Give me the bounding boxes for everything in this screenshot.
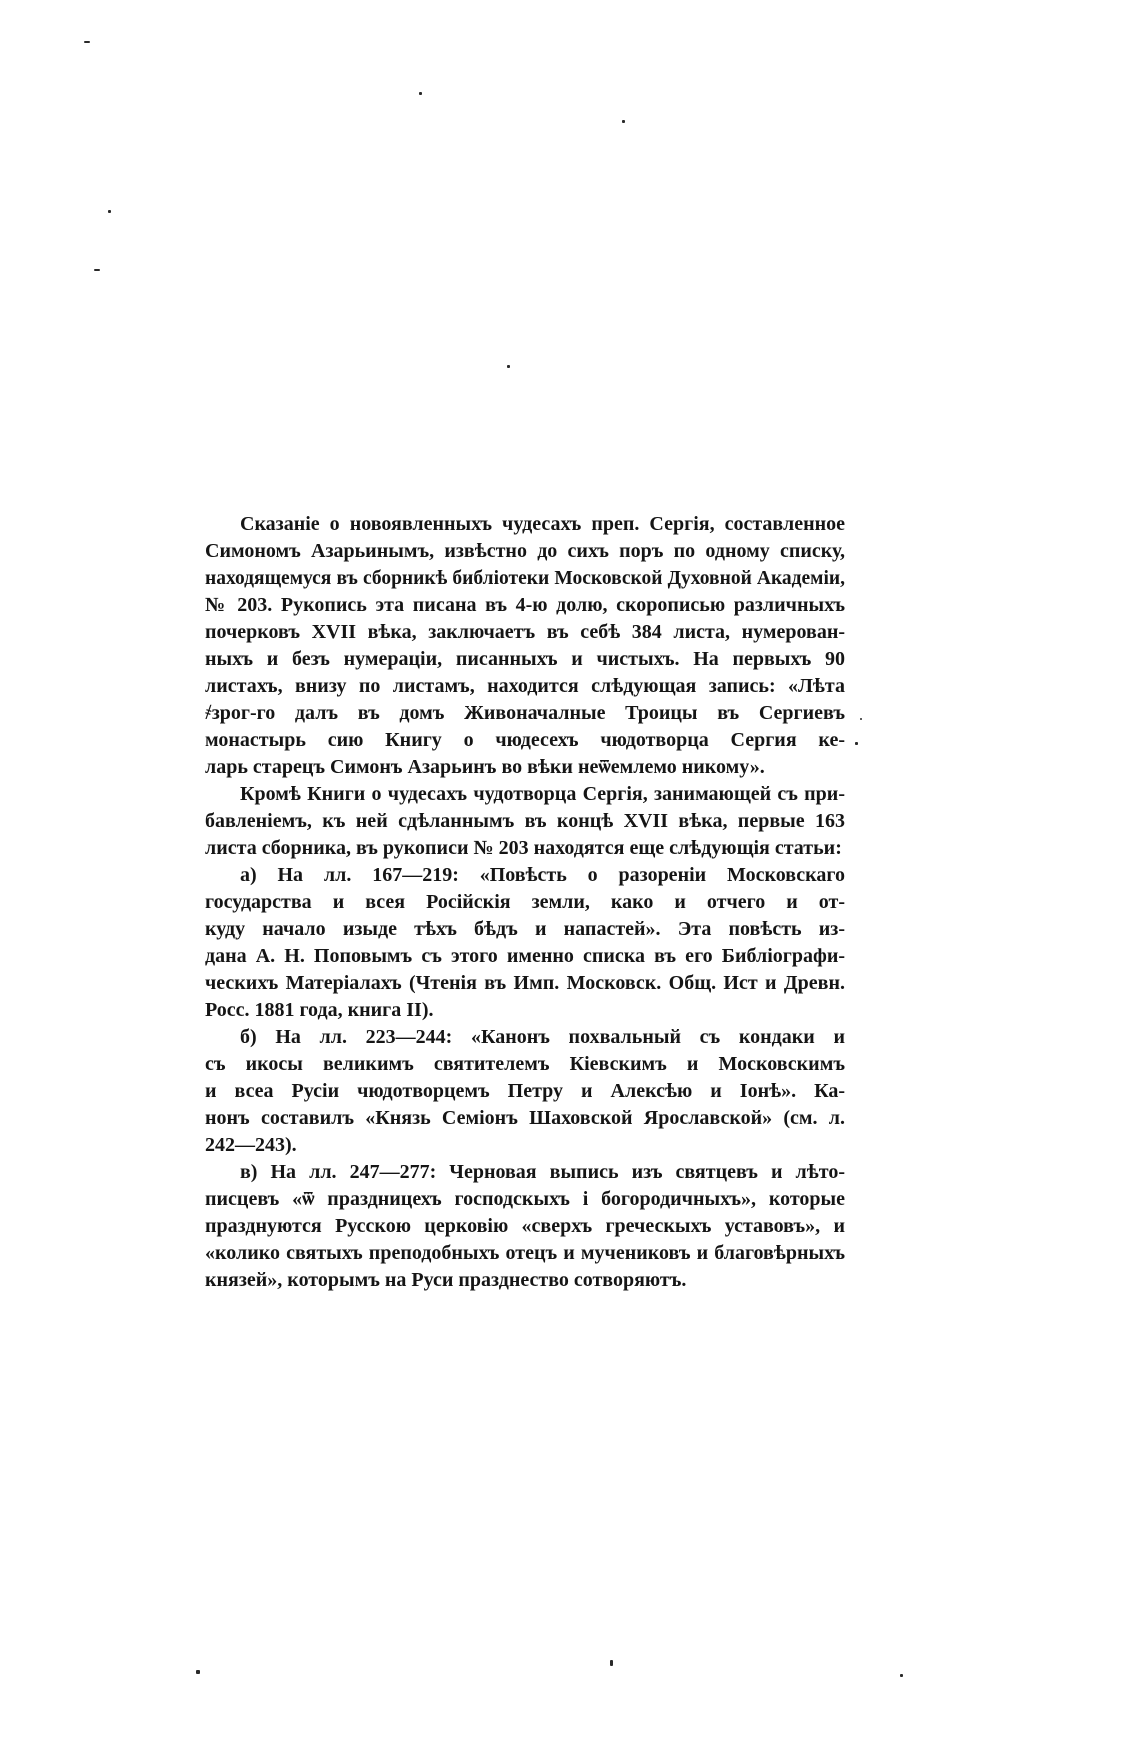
- paragraph-contents: [205, 781, 845, 862]
- scan-speck: [84, 41, 90, 43]
- scan-speck: [900, 1674, 903, 1677]
- text-line: Симономъ Азарьинымъ, извѣстно до сихъ поръ по одному списку,: [205, 540, 845, 562]
- text-line: князей», которымъ на Руси празднество сотворяютъ.: [205, 1269, 687, 1291]
- text-line: бавленіемъ, къ ней сдѣланнымъ въ концѣ XVII вѣка, первые 163: [205, 810, 845, 832]
- paragraph-item-a: [205, 862, 845, 1024]
- text-line: писцевъ «ѿ праздницехъ господскыхъ і богородичныхъ», которые: [205, 1188, 845, 1210]
- text-line: куду начало изыде тѣхъ бѣдъ и напастей». Эта повѣсть из-: [205, 918, 845, 940]
- text-line: листа сборника, въ рукописи № 203 находятся еще слѣдующія статьи:: [205, 837, 842, 859]
- text-line: Росс. 1881 года, книга II).: [205, 999, 434, 1021]
- text-line: государства и всея Російскія земли, како и отчего и от-: [205, 891, 845, 913]
- scan-speck: [860, 718, 862, 720]
- text-line: съ икосы великимъ святителемъ Кіевскимъ и Московскимъ: [205, 1053, 845, 1075]
- text-line: ческихъ Матеріалахъ (Чтенія въ Имп. Московск. Общ. Ист и Древн.: [205, 972, 845, 994]
- body-text: [205, 511, 845, 1294]
- text-line: дана А. Н. Поповымъ съ этого именно списка въ его Библіографи-: [205, 945, 845, 967]
- text-line: листахъ, внизу по листамъ, находится слѣдующая запись: «Лѣта: [205, 675, 845, 697]
- scan-speck: [108, 210, 111, 213]
- scan-speck: [610, 1660, 613, 1666]
- text-line: Кромѣ Книги о чудесахъ чудотворца Сергія, занимающей съ при-: [240, 783, 845, 805]
- text-line: «колико святыхъ преподобныхъ отецъ и мучениковъ и благовѣрныхъ: [205, 1242, 845, 1264]
- text-line: ныхъ и безъ нумераціи, писанныхъ и чистыхъ. На первыхъ 90: [205, 648, 845, 670]
- scan-speck: [419, 92, 422, 95]
- paragraph-item-c: [205, 1159, 845, 1294]
- scan-speck: [622, 120, 625, 123]
- text-line: ларь старецъ Симонъ Азарьинъ во вѣки неѿемлемо никому».: [205, 756, 765, 778]
- text-line: № 203. Рукопись эта писана въ 4-ю долю, скорописью различныхъ: [205, 594, 845, 616]
- text-line: 242—243).: [205, 1134, 297, 1156]
- scan-speck: [94, 269, 100, 271]
- scan-speck: [855, 742, 858, 745]
- text-line: в) На лл. 247—277: Черновая выпись изъ святцевъ и лѣто-: [240, 1161, 845, 1183]
- text-line: почерковъ XVII вѣка, заключаетъ въ себѣ 384 листа, нумерован-: [205, 621, 845, 643]
- text-line: а) На лл. 167—219: «Повѣсть о разореніи Московскаго: [240, 864, 845, 886]
- text-line: ҂зрог-го далъ въ домъ Живоначалные Троицы въ Сергиевъ: [205, 702, 845, 724]
- text-line: находящемуся въ сборникѣ библіотеки Московской Духовной Академіи,: [205, 568, 845, 589]
- paragraph-intro: [205, 511, 845, 781]
- text-line: нонъ составилъ «Князь Семіонъ Шаховской Ярославской» (см. л.: [205, 1107, 845, 1129]
- text-line: и всеа Русіи чюдотворцемъ Петру и Алексѣю и Іонѣ». Ка-: [205, 1080, 845, 1102]
- text-line: монастырь сию Книгу о чюдесехъ чюдотворца Сергия ке-: [205, 729, 845, 751]
- paragraph-item-b: [205, 1024, 845, 1159]
- text-line: празднуются Русскою церковію «сверхъ греческыхъ уставовъ», и: [205, 1215, 845, 1237]
- text-line: Сказаніе о новоявленныхъ чудесахъ преп. Сергія, составленное: [240, 513, 845, 535]
- scan-speck: [507, 365, 510, 368]
- text-line: б) На лл. 223—244: «Канонъ похвальный съ кондаки и: [240, 1026, 845, 1048]
- scan-speck: [196, 1670, 200, 1674]
